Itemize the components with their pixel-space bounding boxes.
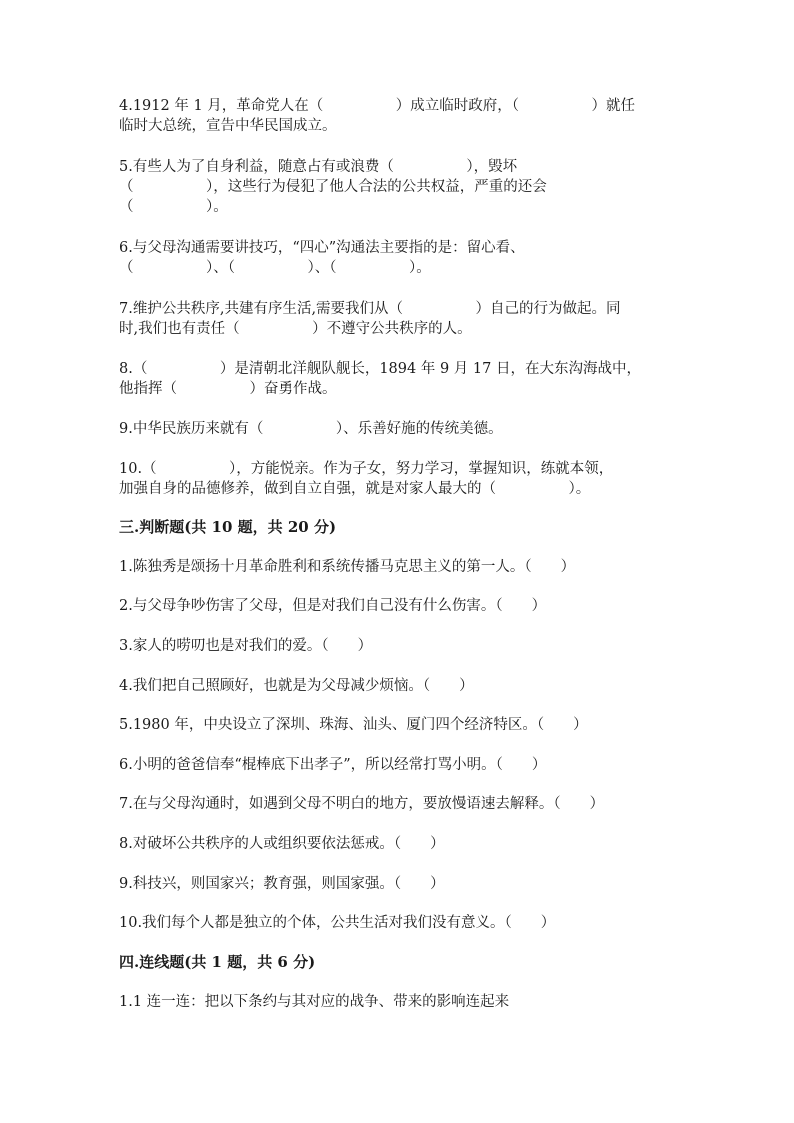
judgment-item-8: 8.对破坏公共秩序的人或组织要依法惩戒。（ ） [119, 836, 445, 852]
fill-question-4: 4.1912 年 1 月，革命党人在（ ）成立临时政府，（ ）就任 临时大总统，宣告中华民国成立。 [119, 98, 636, 134]
judgment-item-5: 5.1980 年，中央设立了深圳、珠海、汕头、厦门四个经济特区。（ ） [119, 717, 588, 733]
judgment-item-3: 3.家人的唠叨也是对我们的爱。（ ） [119, 638, 373, 654]
judgment-item-6: 6.小明的爸爸信奉“棍棒底下出孝子”，所以经常打骂小明。（ ） [119, 757, 547, 773]
matching-item-1: 1.1 连一连：把以下条约与其对应的战争、带来的影响连起来 [119, 994, 510, 1010]
fill-question-8: 8.（ ）是清朝北洋舰队舰长，1894 年 9 月 17 日，在大东沟海战中， 他指挥（ ）奋勇作战。 [119, 361, 641, 397]
section-title-judgment: 三.判断题(共 10 题，共 20 分) [119, 518, 337, 536]
section-title-matching: 四.连线题(共 1 题，共 6 分) [119, 953, 316, 971]
judgment-item-4: 4.我们把自己照顾好，也就是为父母减少烦恼。（ ） [119, 678, 474, 694]
fill-question-7: 7.维护公共秩序,共建有序生活,需要我们从（ ）自己的行为做起。同 时,我们也有责任（ ）不遵守公共秩序的人。 [119, 301, 621, 337]
fill-question-10: 10.（ ），方能悦亲。作为子女，努力学习，掌握知识，练就本领， 加强自身的品德修养，做到自立自强，就是对家人最大的（ ）。 [119, 461, 614, 497]
judgment-item-10: 10.我们每个人都是独立的个体，公共生活对我们没有意义。（ ） [119, 915, 556, 931]
fill-question-9: 9.中华民族历来就有（ ）、乐善好施的传统美德。 [119, 421, 503, 437]
judgment-item-1: 1.陈独秀是颂扬十月革命胜利和系统传播马克思主义的第一人。（ ） [119, 559, 576, 575]
judgment-item-7: 7.在与父母沟通时，如遇到父母不明白的地方，要放慢语速去解释。（ ） [119, 796, 605, 812]
fill-question-6: 6.与父母沟通需要讲技巧，“四心”沟通法主要指的是：留心看、 （ ）、（ ）、（ ）。 [119, 240, 525, 276]
judgment-item-9: 9.科技兴，则国家兴；教育强，则国家强。（ ） [119, 876, 445, 892]
judgment-item-2: 2.与父母争吵伤害了父母，但是对我们自己没有什么伤害。（ ） [119, 598, 547, 614]
fill-question-5: 5.有些人为了自身利益，随意占有或浪费（ ），毁坏 （ ），这些行为侵犯了他人合法的公共权益，严重的还会 （ ）。 [119, 159, 547, 215]
